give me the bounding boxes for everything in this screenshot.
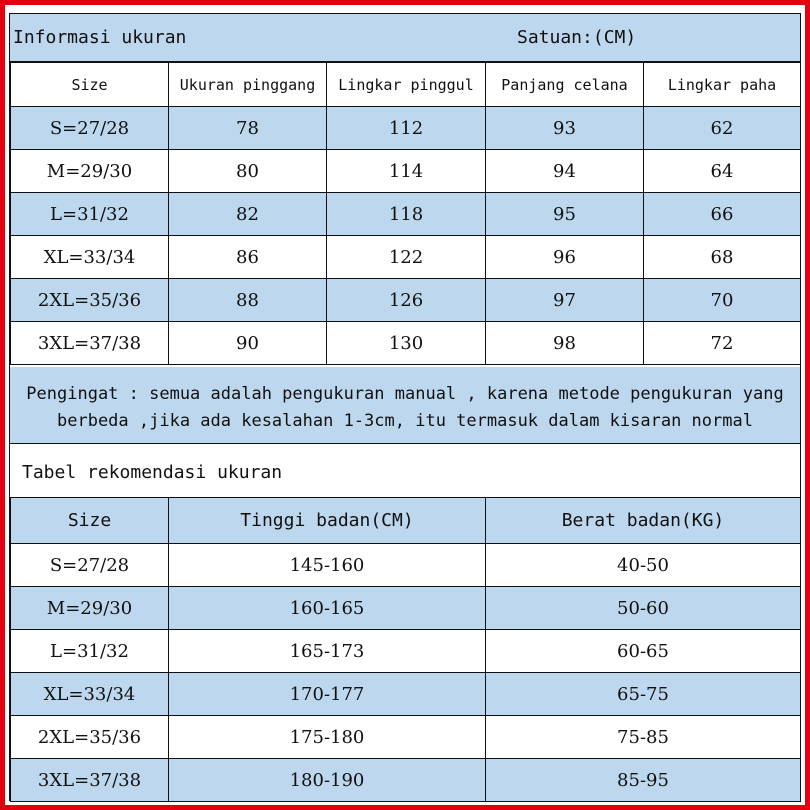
thigh-cell: 62 — [644, 107, 801, 150]
recommend-title: Tabel rekomendasi ukuran — [22, 462, 283, 483]
thigh-cell: 64 — [644, 150, 801, 193]
thigh-cell: 68 — [644, 236, 801, 279]
reminder-note — [10, 367, 800, 444]
weight-cell: 60-65 — [486, 630, 801, 673]
size-cell: 3XL=37/38 — [11, 759, 169, 802]
size-cell: XL=33/34 — [11, 236, 169, 279]
table-row — [11, 759, 801, 802]
table-row — [11, 544, 801, 587]
size-cell: M=29/30 — [11, 150, 169, 193]
size-chart — [9, 13, 801, 801]
header-height: Tinggi badan(CM) — [169, 498, 486, 544]
reminder-line-1: Pengingat : semua adalah pengukuran manual , karena metode pengukuran yang — [26, 384, 784, 404]
waist-cell: 82 — [169, 193, 327, 236]
table-row — [11, 322, 801, 365]
recommend-table-wrap — [10, 497, 800, 802]
waist-cell: 78 — [169, 107, 327, 150]
table-row — [11, 236, 801, 279]
table-row — [11, 279, 801, 322]
height-cell: 180-190 — [169, 759, 486, 802]
size-cell: 2XL=35/36 — [11, 279, 169, 322]
weight-cell: 65-75 — [486, 673, 801, 716]
recommend-table — [10, 497, 801, 802]
header-size: Size — [11, 63, 169, 107]
reminder-line-2: berbeda ,jika ada kesalahan 1-3cm, itu termasuk dalam kisaran normal — [57, 411, 753, 431]
header-thigh: Lingkar paha — [644, 63, 801, 107]
table-row — [11, 150, 801, 193]
size-cell: L=31/32 — [11, 630, 169, 673]
table-row — [11, 630, 801, 673]
size-info-header-row — [11, 63, 801, 107]
size-cell: 3XL=37/38 — [11, 322, 169, 365]
waist-cell: 80 — [169, 150, 327, 193]
length-cell: 98 — [486, 322, 644, 365]
height-cell: 170-177 — [169, 673, 486, 716]
table-row — [11, 587, 801, 630]
length-cell: 97 — [486, 279, 644, 322]
table-row — [11, 716, 801, 759]
height-cell: 175-180 — [169, 716, 486, 759]
recommend-header-row — [11, 498, 801, 544]
length-cell: 94 — [486, 150, 644, 193]
length-cell: 93 — [486, 107, 644, 150]
recommend-title-bar — [10, 444, 800, 497]
size-cell: 2XL=35/36 — [11, 716, 169, 759]
size-info-table — [10, 62, 801, 365]
waist-cell: 88 — [169, 279, 327, 322]
table-row — [11, 193, 801, 236]
unit-label: Satuan:(CM) — [517, 27, 637, 48]
height-cell: 160-165 — [169, 587, 486, 630]
weight-cell: 40-50 — [486, 544, 801, 587]
table-row — [11, 673, 801, 716]
waist-cell: 86 — [169, 236, 327, 279]
size-cell: M=29/30 — [11, 587, 169, 630]
weight-cell: 75-85 — [486, 716, 801, 759]
hip-cell: 114 — [327, 150, 486, 193]
hip-cell: 112 — [327, 107, 486, 150]
size-info-title: Informasi ukuran — [13, 27, 187, 48]
header-weight: Berat badan(KG) — [486, 498, 801, 544]
height-cell: 165-173 — [169, 630, 486, 673]
thigh-cell: 72 — [644, 322, 801, 365]
waist-cell: 90 — [169, 322, 327, 365]
thigh-cell: 66 — [644, 193, 801, 236]
size-info-table-wrap — [10, 62, 800, 365]
hip-cell: 130 — [327, 322, 486, 365]
length-cell: 96 — [486, 236, 644, 279]
hip-cell: 118 — [327, 193, 486, 236]
height-cell: 145-160 — [169, 544, 486, 587]
header-waist: Ukuran pinggang — [169, 63, 327, 107]
size-cell: S=27/28 — [11, 107, 169, 150]
thigh-cell: 70 — [644, 279, 801, 322]
size-cell: S=27/28 — [11, 544, 169, 587]
header-size: Size — [11, 498, 169, 544]
hip-cell: 126 — [327, 279, 486, 322]
weight-cell: 85-95 — [486, 759, 801, 802]
header-length: Panjang celana — [486, 63, 644, 107]
table-row — [11, 107, 801, 150]
size-cell: L=31/32 — [11, 193, 169, 236]
weight-cell: 50-60 — [486, 587, 801, 630]
hip-cell: 122 — [327, 236, 486, 279]
header-hip: Lingkar pinggul — [327, 63, 486, 107]
length-cell: 95 — [486, 193, 644, 236]
size-cell: XL=33/34 — [11, 673, 169, 716]
size-info-title-bar — [10, 14, 800, 62]
